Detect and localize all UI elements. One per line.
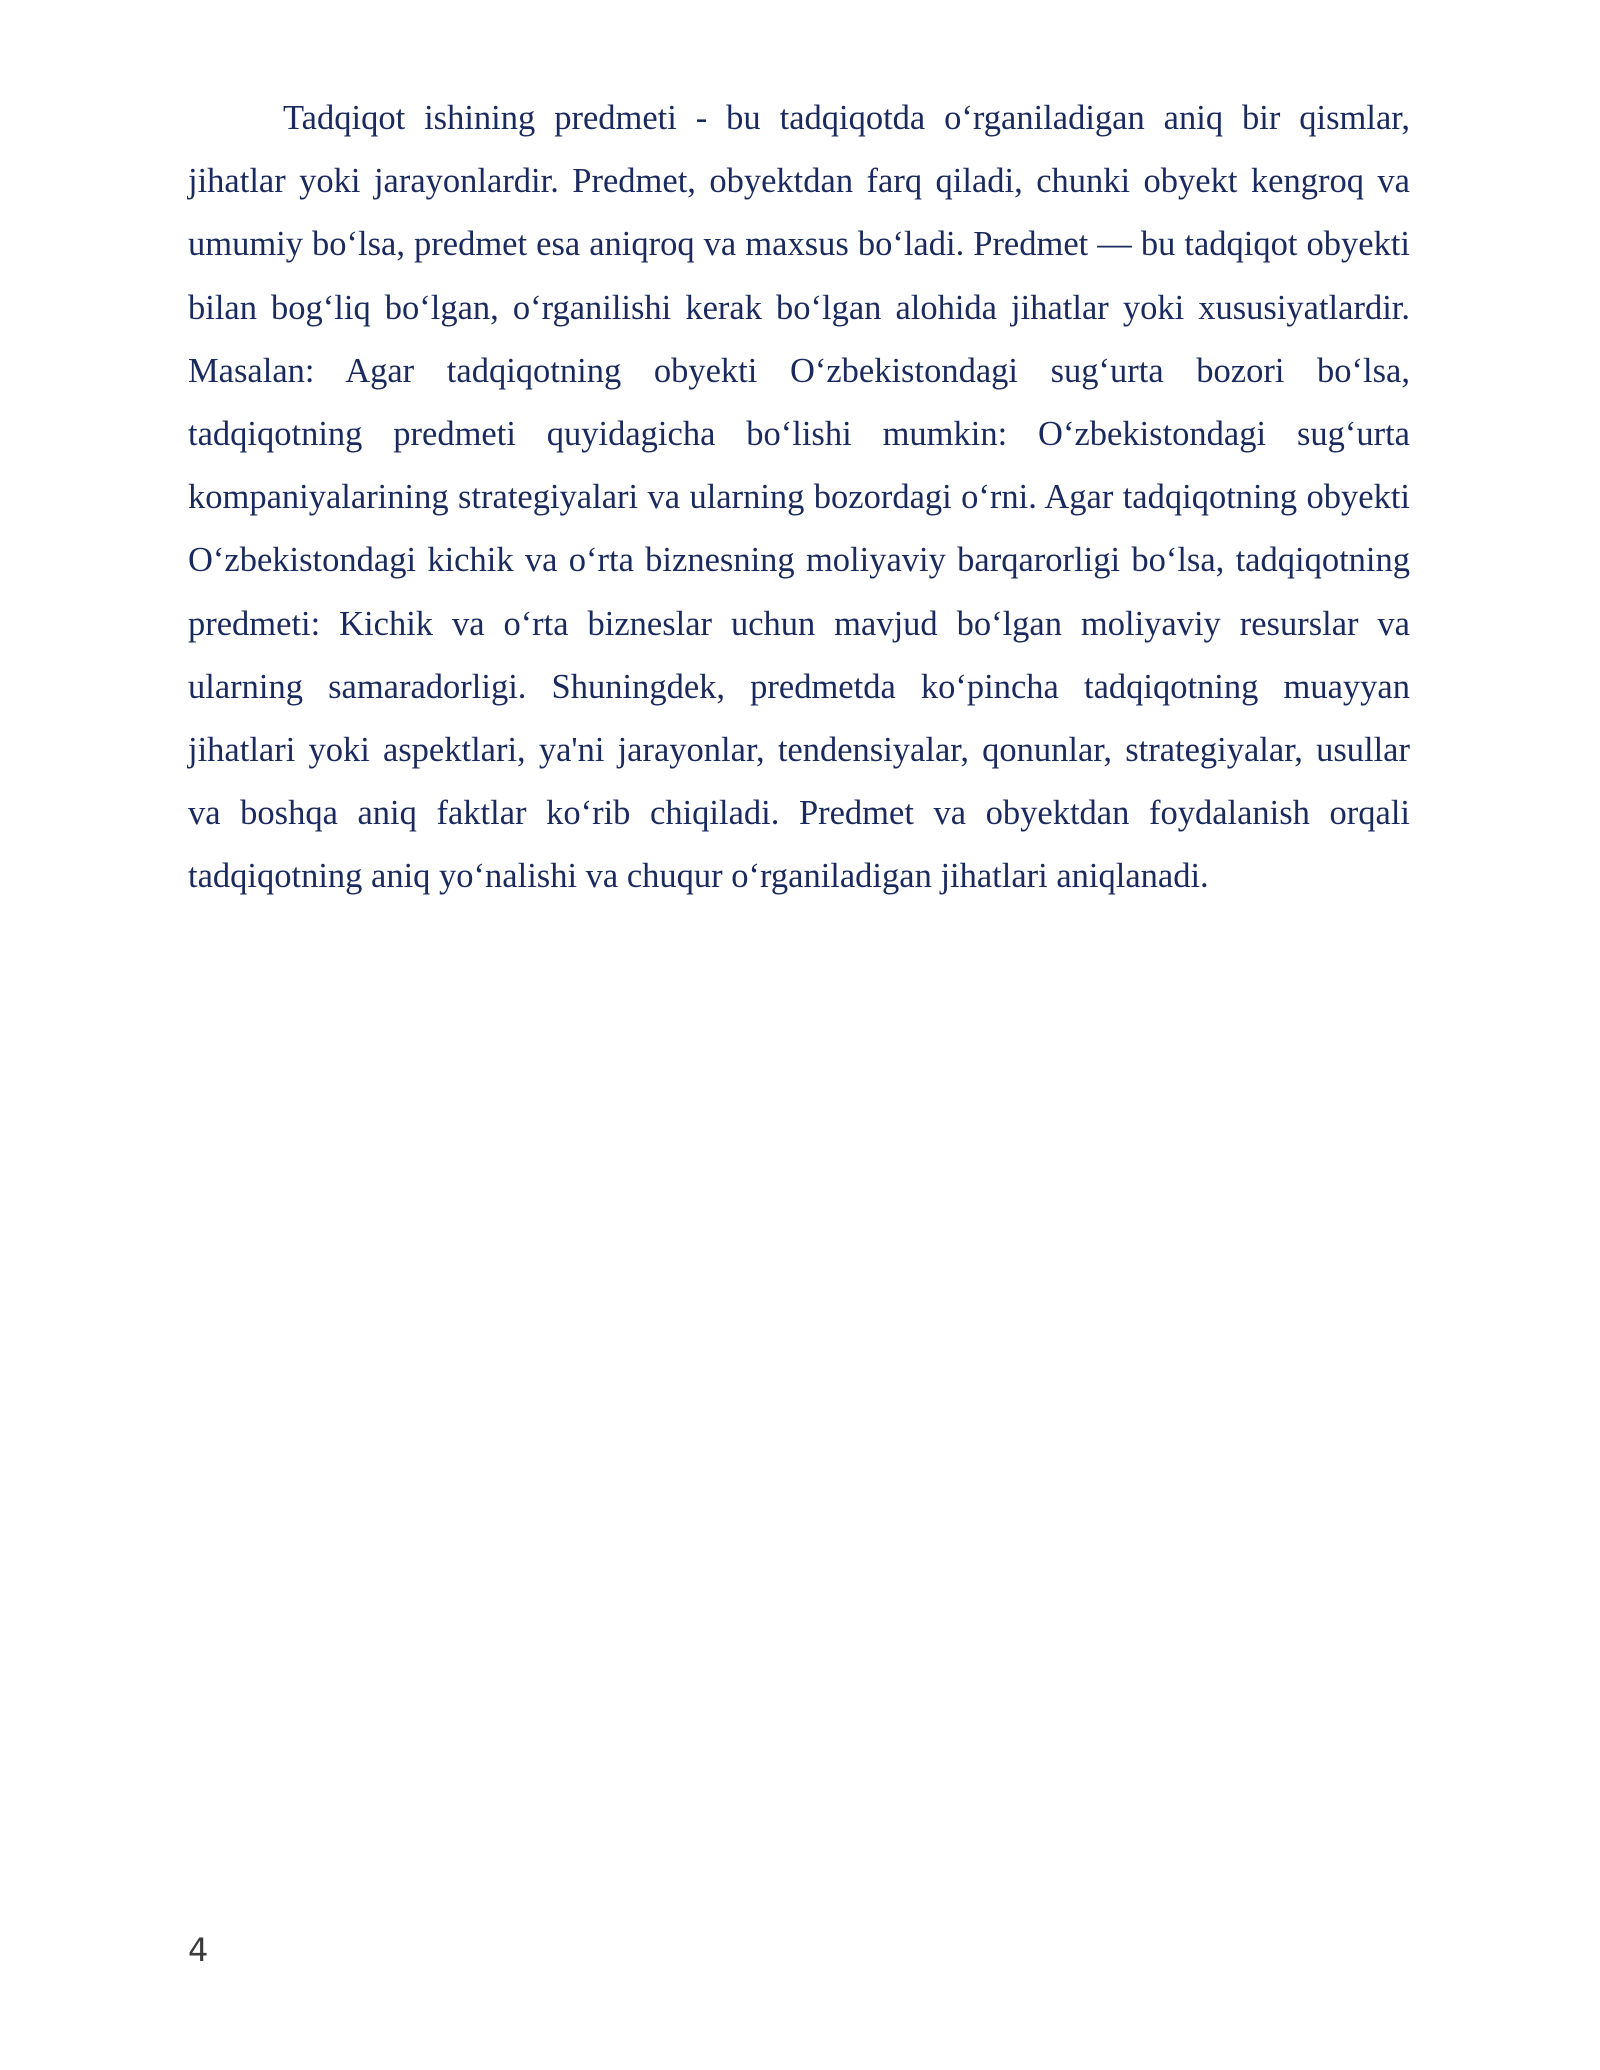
body-paragraph: Tadqiqot ishining predmeti - bu tadqiqotda o‘rganiladigan aniq bir qismlar, jihatlar yoki jarayonlardir. Predmet, obyektdan farq qiladi, chunki obyekt kengroq va umumiy bo‘lsa, predmet esa aniqroq va maxsus bo‘ladi. Predmet — bu tadqiqot obyekti bilan bog‘liq bo‘lgan, o‘rganilishi kerak bo‘lgan alohida jihatlar yoki xususiyatlardir. Masalan: Agar tadqiqotning obyekti O‘zbekistondagi sug‘urta bozori bo‘lsa, tadqiqotning predmeti quyidagicha bo‘lishi mumkin: O‘zbekistondagi sug‘urta kompaniyalarining strategiyalari va ularning bozordagi o‘rni. Agar tadqiqotning obyekti O‘zbekistondagi kichik va o‘rta biznesning moliyaviy barqarorligi bo‘lsa, tadqiqotning predmeti: Kichik va o‘rta bizneslar uchun mavjud bo‘lgan moliyaviy resurslar va ularning samaradorligi. Shuningdek, predmetda ko‘pincha tadqiqotning muayyan jihatlari yoki aspektlari, ya'ni jarayonlar, tendensiyalar, qonunlar, strategiyalar, usullar va boshqa aniq faktlar ko‘rib chiqiladi. Predmet va obyektdan foydalanish orqali tadqiqotning aniq yo‘nalishi va chuqur o‘rganiladigan jihatlari aniqlanadi. [188,99,1410,896]
page-number: 4 [188,1931,209,1969]
